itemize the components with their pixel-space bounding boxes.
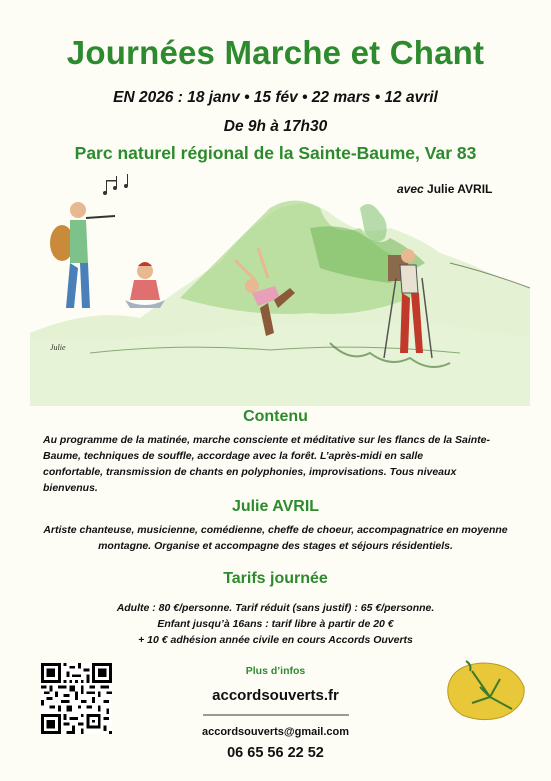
event-location: Parc naturel régional de la Sainte-Baume, Var 83 <box>74 143 477 163</box>
tarifs-text <box>0 600 551 648</box>
watercolor-illustration <box>30 168 530 406</box>
flute-player-figure <box>50 202 115 308</box>
julie-text <box>0 522 551 554</box>
divider <box>203 714 349 716</box>
tarif-line: Enfant jusqu’à 16ans : tarif libre à partir de 20 € <box>157 618 394 630</box>
contenu-line: confortable, transmission de chants en polyphonies, improvisations. Tous niveaux <box>43 466 457 478</box>
avec-credit <box>397 182 492 196</box>
contenu-text <box>43 432 523 496</box>
julie-line: montagne. Organise et accompagne des stages et séjours résidentiels. <box>98 540 453 552</box>
contenu-line: Au programme de la matinée, marche consciente et méditative sur les flancs de la Sainte- <box>43 434 490 446</box>
leaf-logo-icon <box>442 657 528 723</box>
julie-heading: Julie AVRIL <box>231 498 320 515</box>
avec-prefix: avec <box>397 182 424 196</box>
event-hours: De 9h à 17h30 <box>223 118 328 135</box>
julie-line: Artiste chanteuse, musicienne, comédienne, cheffe de choeur, accompagnatrice en moyenne <box>43 524 508 536</box>
tarif-line: + 10 € adhésion année civile en cours Accords Ouverts <box>138 634 413 646</box>
contenu-line: bienvenus. <box>43 482 98 494</box>
phone-number[interactable]: 06 65 56 22 52 <box>227 745 324 761</box>
website-link[interactable]: accordsouverts.fr <box>212 687 339 704</box>
contenu-heading: Contenu <box>243 408 308 425</box>
event-dates: EN 2026 : 18 janv • 15 fév • 22 mars • 12 avril <box>113 89 438 106</box>
page-title: Journées Marche et Chant <box>66 34 485 71</box>
meditating-figure <box>125 262 165 308</box>
tarifs-heading: Tarifs journée <box>223 570 328 587</box>
plus-infos-label: Plus d’infos <box>245 665 306 677</box>
email-link[interactable]: accordsouverts@gmail.com <box>201 726 350 738</box>
illustration-signature: Julie <box>50 343 66 352</box>
tarif-line: Adulte : 80 €/personne. Tarif réduit (sans justif) : 65 €/personne. <box>116 602 435 614</box>
contenu-line: Baume, techniques de souffle, accordage avec la forêt. L’après-midi en salle <box>43 450 424 462</box>
avec-name: Julie AVRIL <box>427 182 493 196</box>
